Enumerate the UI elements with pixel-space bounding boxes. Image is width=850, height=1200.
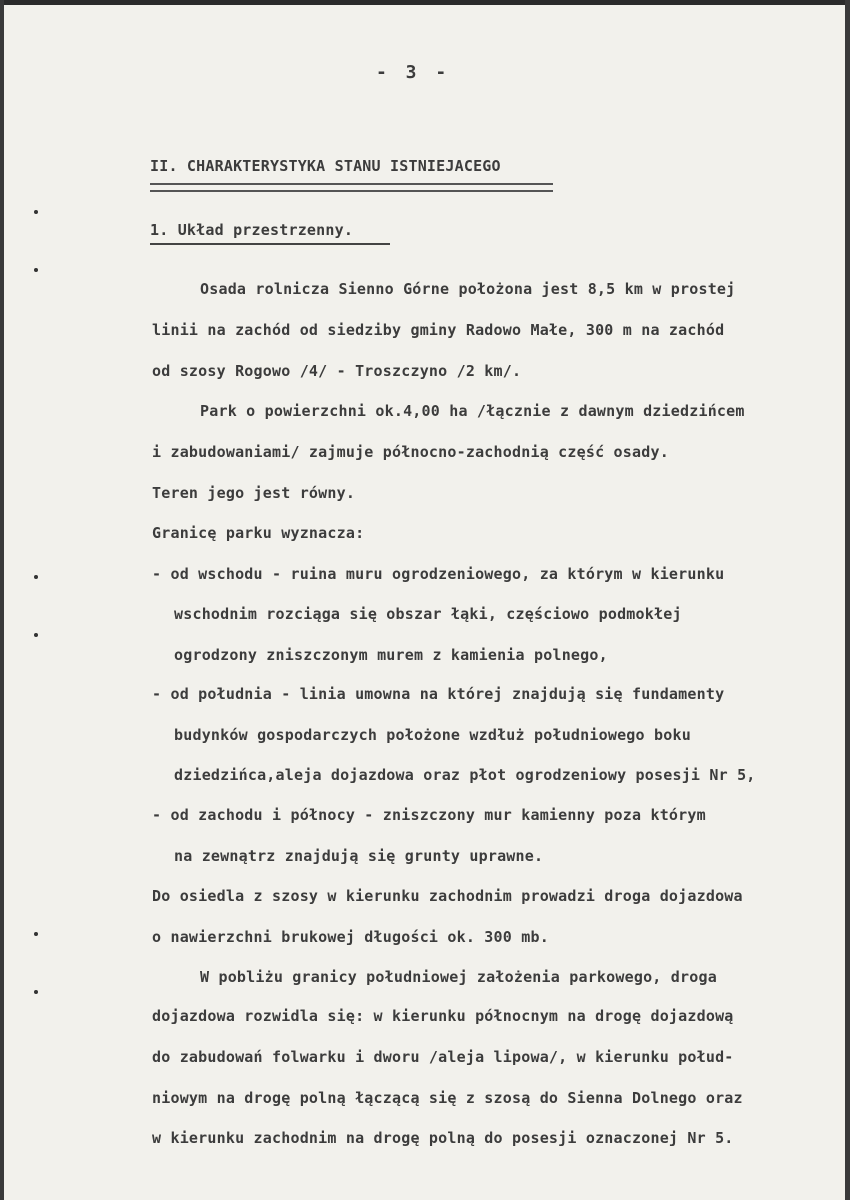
list-item-line: wschodnim rozciąga się obszar łąki, częściowo podmokłej	[174, 605, 682, 623]
scan-border-right	[845, 0, 850, 1200]
body-line: W pobliżu granicy południowej założenia parkowego, droga	[200, 968, 717, 986]
body-line: i zabudowaniami/ zajmuje północno-zachodnią część osady.	[152, 443, 669, 461]
heading-double-underline	[150, 183, 553, 192]
margin-mark	[34, 633, 38, 637]
section-heading: II. CHARAKTERYSTYKA STANU ISTNIEJACEGO	[150, 157, 501, 175]
page-number: - 3 -	[376, 62, 451, 83]
margin-mark	[34, 932, 38, 936]
margin-mark	[34, 210, 38, 214]
list-item-line: ogrodzony zniszczonym murem z kamienia polnego,	[174, 646, 608, 664]
margin-mark	[34, 268, 38, 272]
body-line: linii na zachód od siedziby gminy Radowo Małe, 300 m na zachód	[152, 321, 725, 339]
body-line: Teren jego jest równy.	[152, 484, 356, 502]
body-line: do zabudowań folwarku i dworu /aleja lipowa/, w kierunku połud-	[152, 1048, 734, 1066]
body-line: od szosy Rogowo /4/ - Troszczyno /2 km/.	[152, 362, 522, 380]
body-line: o nawierzchni brukowej długości ok. 300 mb.	[152, 928, 549, 946]
list-item-line: na zewnątrz znajdują się grunty uprawne.	[174, 847, 544, 865]
scan-border-top	[0, 0, 850, 5]
body-line: niowym na drogę polną łączącą się z szosą do Sienna Dolnego oraz	[152, 1089, 743, 1107]
list-item-line: - od wschodu - ruina muru ogrodzeniowego, za którym w kierunku	[152, 565, 725, 583]
list-item-line: dziedzińca,aleja dojazdowa oraz płot ogrodzeniowy posesji Nr 5,	[174, 766, 756, 784]
list-item-line: - od południa - linia umowna na której znajdują się fundamenty	[152, 685, 725, 703]
margin-mark	[34, 990, 38, 994]
list-item-line: budynków gospodarczych położone wzdłuż południowego boku	[174, 726, 691, 744]
scan-border-left	[0, 0, 4, 1200]
body-line: Osada rolnicza Sienno Górne położona jest 8,5 km w prostej	[200, 280, 736, 298]
list-item-line: - od zachodu i północy - zniszczony mur kamienny poza którym	[152, 806, 706, 824]
subsection-heading: 1. Układ przestrzenny.	[150, 221, 354, 239]
body-line: w kierunku zachodnim na drogę polną do posesji oznaczonej Nr 5.	[152, 1129, 734, 1147]
body-line: Granicę parku wyznacza:	[152, 524, 365, 542]
body-line: Park o powierzchni ok.4,00 ha /łącznie z dawnym dziedzińcem	[200, 402, 745, 420]
body-line: dojazdowa rozwidla się: w kierunku północnym na drogę dojazdową	[152, 1007, 734, 1025]
margin-mark	[34, 575, 38, 579]
subheading-underline	[150, 243, 390, 245]
body-line: Do osiedla z szosy w kierunku zachodnim prowadzi droga dojazdowa	[152, 887, 743, 905]
